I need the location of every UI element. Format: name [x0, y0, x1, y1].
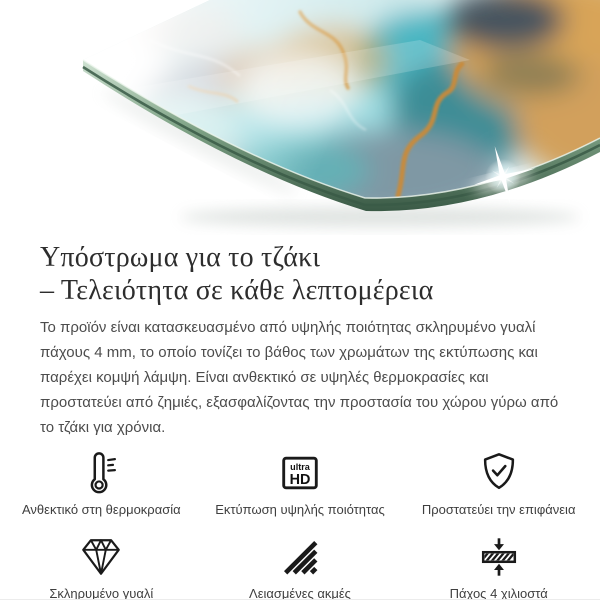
feature-label: Προστατεύει την επιφάνεια	[421, 502, 576, 517]
feature-print-quality	[201, 450, 400, 518]
thickness-icon	[475, 534, 523, 580]
shield-check-icon	[475, 450, 523, 496]
feature-label: Σκληρυμένο γυαλί	[49, 586, 154, 600]
diamond-icon	[77, 534, 125, 580]
product-photo	[0, 0, 600, 235]
thermometer-icon	[77, 450, 125, 496]
glass-artwork	[0, 0, 600, 235]
feature-thickness	[399, 534, 598, 600]
feature-polished-edges	[201, 534, 400, 600]
feature-temperature	[2, 450, 201, 518]
feature-tempered-glass	[2, 534, 201, 600]
feature-surface-protection	[399, 450, 598, 518]
feature-grid	[0, 450, 600, 600]
feature-label: Ανθεκτικό στη θερμοκρασία	[22, 502, 181, 517]
glass-panel-image	[0, 0, 600, 235]
ultra-hd-text-small: ultra	[290, 462, 310, 473]
polished-edges-icon	[276, 534, 324, 580]
title-line-2: – Τελειότητα σε κάθε λεπτομέρεια	[40, 275, 434, 306]
page-title	[40, 241, 560, 307]
feature-label: Εκτύπωση υψηλής ποιότητας	[215, 502, 385, 517]
ultra-hd-text-big: HD	[289, 472, 311, 489]
ultra-hd-icon	[276, 450, 324, 496]
title-line-1: Υπόστρωμα για το τζάκι	[40, 242, 321, 273]
product-description-text: Το προϊόν είναι κατασκευασμένο από υψηλής ποιότητας σκληρυμένο γυαλί πάχους 4 mm, το οποίο τονίζει το βάθος των χρωμάτων της εκτύπωσης και παρέχει κομψή λάμψη. Είναι ανθεκτικό σε υψηλές θερμοκρασίες και προστατεύει από ζημιές, εξασφαλίζοντας την προστασία του χώρου γύρω από το τζάκι για χρόνια.	[40, 319, 559, 436]
feature-label: Λειασμένες ακμές	[249, 586, 351, 600]
feature-label: Πάχος 4 χιλιοστά	[449, 586, 548, 600]
